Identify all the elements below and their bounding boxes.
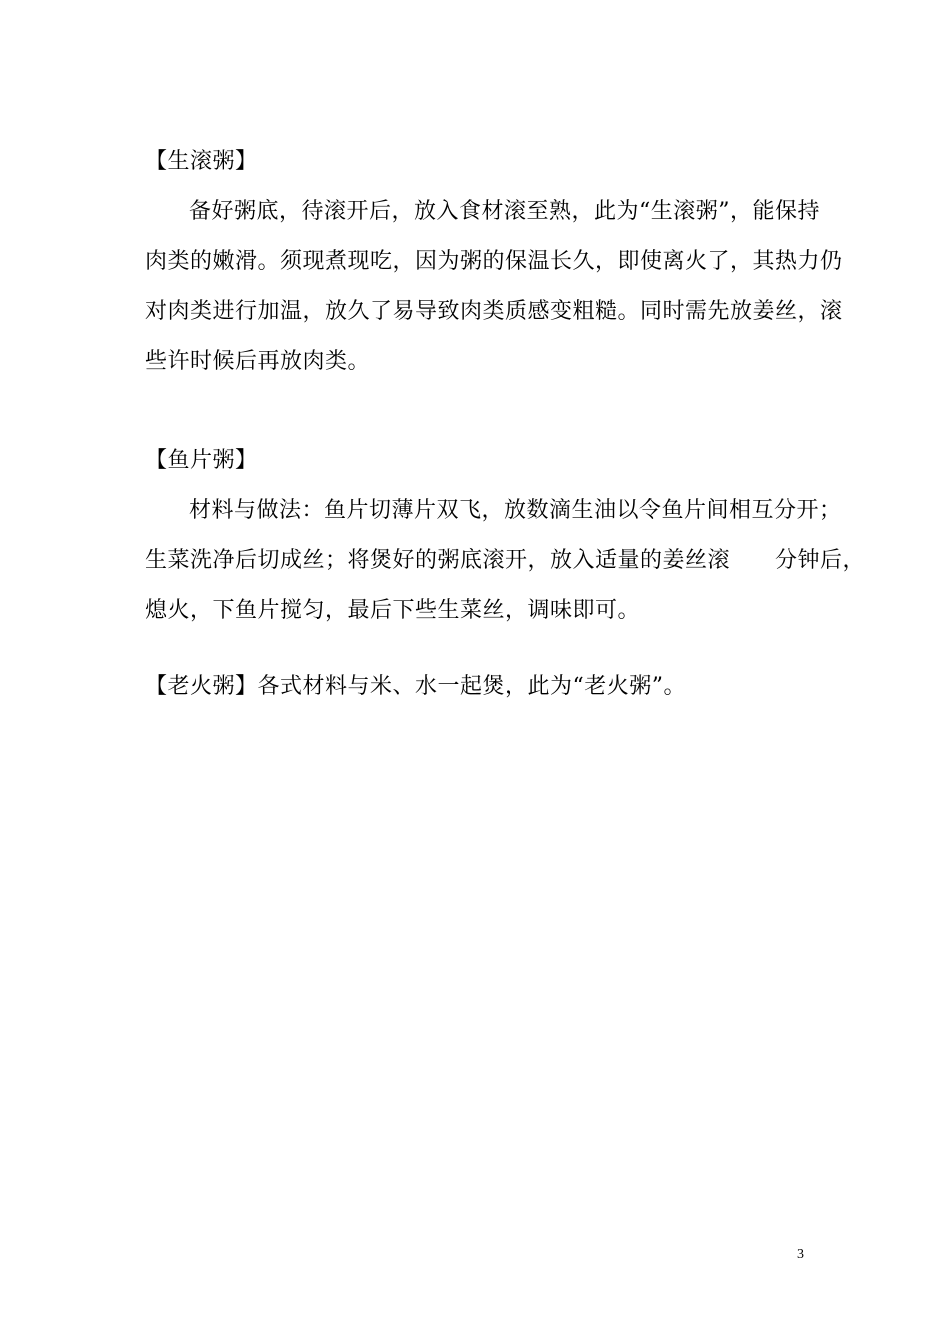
page-number: 3: [797, 1247, 804, 1262]
paragraph-line: 备好粥底，待滚开后，放入食材滚至熟，此为“生滚粥”，能保持: [189, 199, 820, 224]
section-laohuo-line: 【老火粥】各式材料与米、水一起煲，此为“老火粥”。: [145, 674, 686, 699]
paragraph-line: 些许时候后再放肉类。: [145, 349, 371, 374]
paragraph-line: 材料与做法：鱼片切薄片双飞，放数滴生油以令鱼片间相互分开；: [189, 498, 842, 523]
paragraph-line: 生菜洗净后切成丝；将煲好的粥底滚开，放入适量的姜丝滚 分钟后，: [145, 548, 866, 573]
section-heading-shenggun: 【生滚粥】: [145, 149, 258, 174]
paragraph-line: 肉类的嫩滑。须现煮现吃，因为粥的保温长久，即使离火了，其热力仍: [145, 249, 843, 274]
paragraph-line: 熄火，下鱼片搅匀，最后下些生菜丝，调味即可。: [145, 598, 641, 623]
section-heading-yupian: 【鱼片粥】: [145, 448, 258, 473]
paragraph-line: 对肉类进行加温，放久了易导致肉类质感变粗糙。同时需先放姜丝，滚: [145, 299, 843, 324]
